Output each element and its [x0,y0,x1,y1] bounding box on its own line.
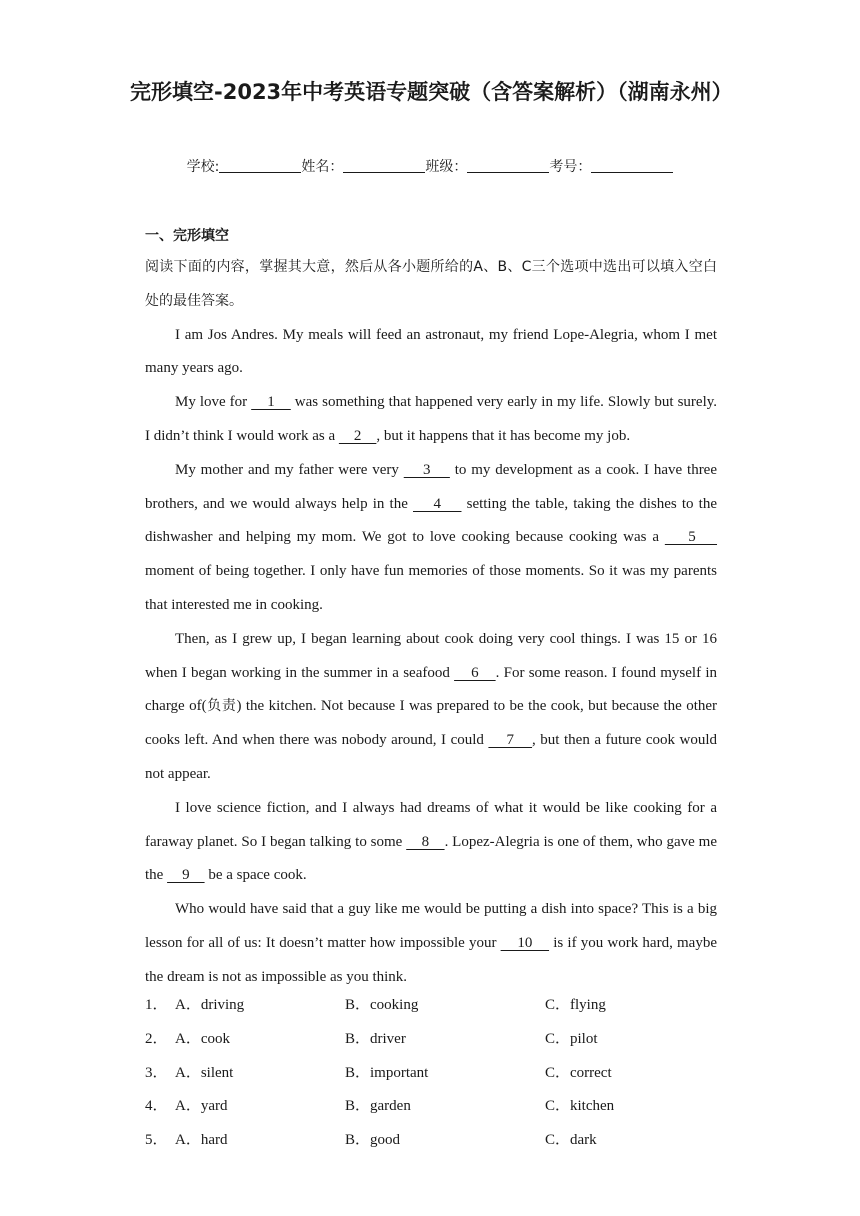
option-c[interactable]: C．flying [545,997,606,1013]
paragraph-text: setting the table, taking the dishes to the dishwasher and helping my mom. We got to love cooking because cooking was a [145,495,717,546]
paragraph-4 [145,623,717,792]
page-title: 完形填空-2023年中考英语专题突破（含答案解析）（湖南永州） [130,80,733,104]
option-c[interactable]: C．dark [545,1132,597,1149]
paragraph-1 [145,319,717,387]
paragraph-text: My mother and my father were very [175,461,404,478]
chinese-gloss: 负责 [206,698,237,715]
paragraph-text: be a space cook. [204,867,307,884]
name-blank[interactable] [343,158,425,173]
question-number: 1． [145,997,168,1013]
exam-no-blank[interactable] [591,158,673,173]
blank-4: 4 [413,495,462,512]
blank-7: 7 [488,732,533,749]
blank-10: 10 [500,934,550,951]
class-label: 班级： [425,159,468,175]
blank-2: 2 [338,427,377,444]
paragraph-text: Then, as I grew up, I began learning about cook doing very cool things. I was 15 or 16 when I began working in the summer in a seafood [145,630,717,681]
instructions: 阅读下面的内容，掌握其大意，然后从各小题所给的A、B、C三个选项中选出可以填入空白处的最佳答案。 [145,259,717,309]
student-info-line [0,156,860,178]
option-c[interactable]: C．pilot [545,1030,598,1047]
option-row-1 [145,989,717,1023]
exam-no-label: 考号： [549,159,592,175]
option-a[interactable]: A．cook [175,1030,230,1047]
option-a[interactable]: A．hard [175,1132,228,1149]
option-row-3 [145,1057,717,1091]
paragraph-text: was something that happened very early in my life. Slowly but surely. I didn’t think I would work as a [145,394,718,444]
blank-9: 9 [167,867,205,884]
school-label: 学校: [186,159,220,175]
paragraph-text: Who would have said that a guy like me would be putting a dish into space? This is a big lesson for all of us: It doesn’t matter how impossible your [145,901,717,951]
name-label: 姓名： [301,159,344,175]
option-a[interactable]: A．yard [175,1098,228,1115]
class-blank[interactable] [467,158,549,173]
question-number: 4． [145,1098,168,1115]
paragraph-2 [145,386,717,454]
option-row-4 [145,1090,717,1124]
school-blank[interactable] [219,158,301,173]
section-heading: 一、完形填空 [145,228,229,244]
paragraph-text: to my development as a cook. I have three brothers, and we would always help in the [145,461,717,512]
blank-5: 5 [664,529,718,546]
option-b[interactable]: B．garden [345,1098,411,1115]
question-number: 5． [145,1132,168,1149]
option-b[interactable]: B．good [345,1132,401,1149]
paragraph-text: I am Jos Andres. My meals will feed an astronaut, my friend Lope-Alegria, whom I met many years ago. [145,326,717,377]
paragraph-text: My love for [175,394,252,411]
passage-body [145,251,717,995]
paragraph-text: I love science fiction, and I always had dreams of what it would be like cooking for a faraway planet. So I began talking to some [145,799,717,850]
paragraph-text: ) the kitchen. Not because I was prepared to be the cook, but because the other cooks left. And when there was nobody around, I could [145,698,718,749]
blank-3: 3 [403,461,450,478]
paragraph-text: , but it happens that it has become my job. [376,427,631,444]
option-b[interactable]: B．important [345,1064,429,1081]
blank-8: 8 [406,833,445,850]
paragraph-text: . Lopez-Alegria is one of them, who gave me the [145,833,717,884]
blank-6: 6 [454,664,496,681]
option-b[interactable]: B．driver [345,1030,406,1047]
paragraph-3 [145,454,717,623]
paragraph-text: , but then a future cook would not appear. [145,732,718,782]
paragraph-text: moment of being together. I only have fun memories of those moments. So it was my parents that interested me in cooking. [145,563,717,613]
blank-1: 1 [251,394,291,411]
paragraph-text: is if you work hard, maybe the dream is not as impossible as you think. [145,934,717,985]
option-a[interactable]: A．silent [175,1064,234,1081]
question-number: 3． [145,1064,168,1081]
paragraph-5 [145,792,717,893]
option-row-2 [145,1023,717,1057]
option-c[interactable]: C．kitchen [545,1098,615,1115]
question-number: 2． [145,1030,168,1047]
answer-options [145,989,717,1158]
option-row-5 [145,1124,717,1158]
option-b[interactable]: B．cooking [345,997,419,1013]
option-a[interactable]: A．driving [175,997,245,1013]
paragraph-6 [145,893,717,994]
option-c[interactable]: C．correct [545,1064,612,1081]
paragraph-text: . For some reason. I found myself in charge of( [145,664,717,715]
